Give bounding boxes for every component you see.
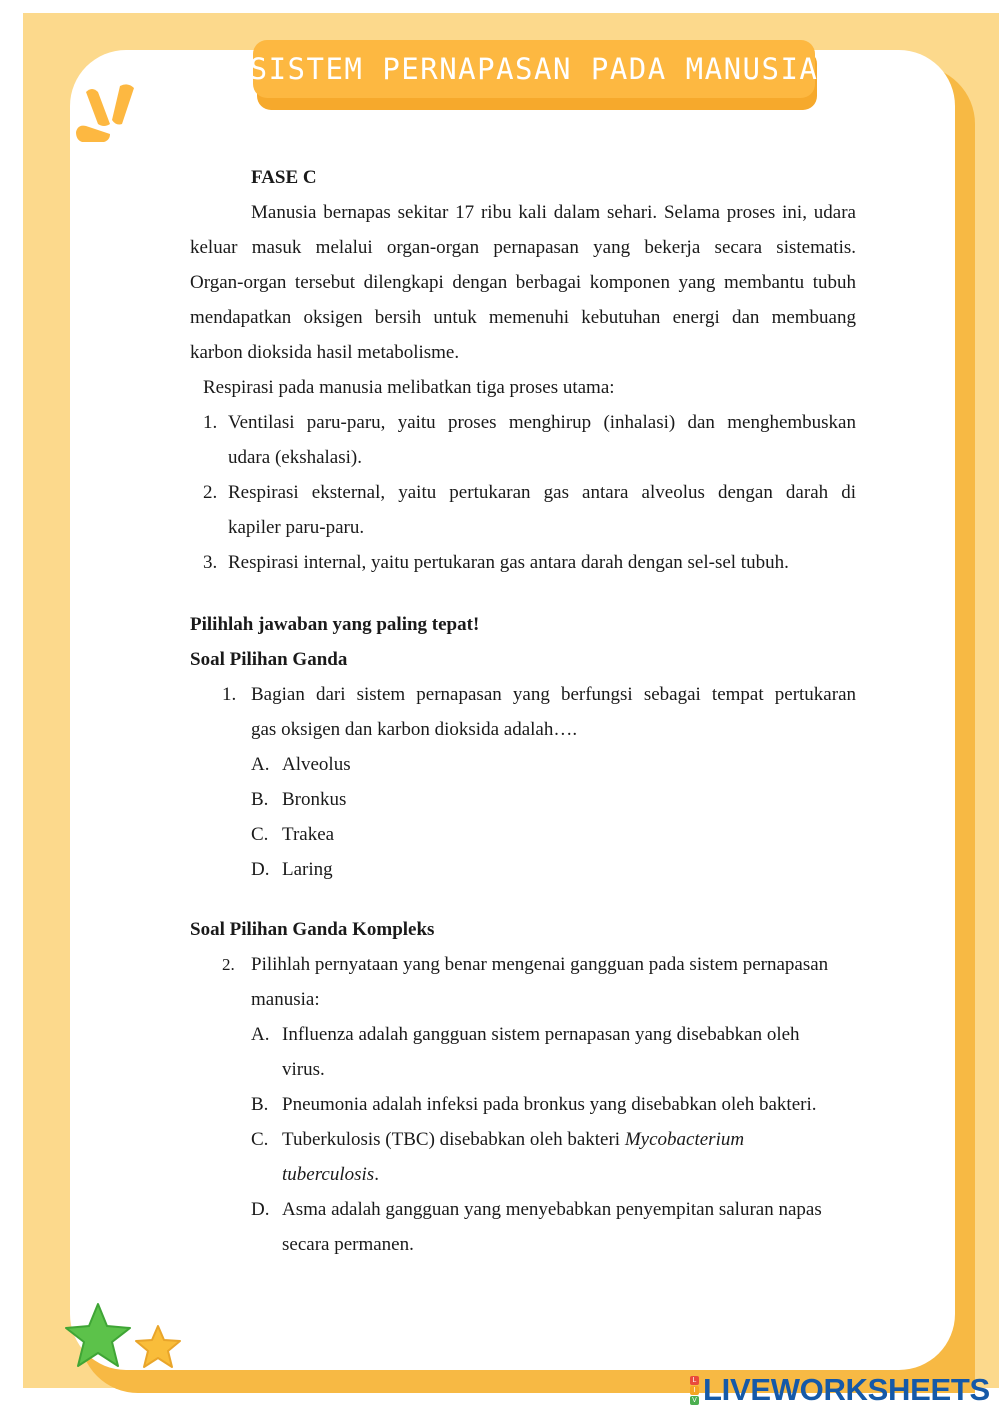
option-text-italic: Mycobacterium [624, 1129, 745, 1150]
process-text: Respirasi internal, yaitu pertukaran gas antara darah dengan sel-sel tubuh. [228, 552, 789, 573]
section-title-multiple-choice: Soal Pilihan Ganda [190, 649, 348, 670]
question-1 [190, 677, 856, 712]
logo-letter: I [690, 1386, 699, 1395]
option-letter: D. [251, 859, 270, 880]
answer-option-c[interactable] [190, 817, 856, 852]
sparkle-burst-icon [70, 80, 160, 150]
logo-letter: L [690, 1376, 699, 1385]
option-text-cont [190, 1157, 856, 1192]
process-number: 1. [203, 412, 218, 433]
question-text-cont: manusia: [251, 989, 320, 1010]
statement-option-a[interactable] [190, 1017, 856, 1052]
page-title: SISTEM PERNAPASAN PADA MANUSIA [253, 40, 815, 98]
question-number: 1. [222, 684, 237, 705]
intro-line: karbon dioksida hasil metabolisme. [190, 342, 460, 363]
answer-option-d[interactable] [190, 852, 856, 887]
logo-letter: V [690, 1396, 699, 1405]
process-number: 3. [203, 552, 218, 573]
process-text-cont: kapiler paru-paru. [228, 517, 365, 538]
stars-decoration-icon [60, 1300, 190, 1380]
answer-option-b[interactable] [190, 782, 856, 817]
option-text: Tuberkulosis (TBC) disebabkan oleh bakteri [282, 1129, 621, 1150]
process-text: Ventilasi paru-paru, yaitu proses menghirup (inhalasi) dan menghembuskan [228, 412, 856, 433]
option-letter: C. [251, 824, 269, 845]
liveworksheets-mark-icon [690, 1376, 699, 1405]
phase-heading: FASE C [251, 167, 317, 188]
option-text: Influenza adalah gangguan sistem pernapasan yang disebabkan oleh [282, 1024, 800, 1045]
question-text-cont: gas oksigen dan karbon dioksida adalah…. [251, 719, 578, 740]
process-item [190, 405, 856, 440]
statement-option-d[interactable] [190, 1192, 856, 1227]
option-letter: D. [251, 1199, 270, 1220]
option-text: Asma adalah gangguan yang menyebabkan penyempitan saluran napas [282, 1199, 822, 1220]
option-text: Bronkus [282, 789, 347, 810]
question-text: Bagian dari sistem pernapasan yang berfungsi sebagai tempat pertukaran [251, 684, 856, 705]
option-text: Pneumonia adalah infeksi pada bronkus yang disebabkan oleh bakteri. [282, 1094, 817, 1115]
statement-option-c[interactable] [190, 1122, 856, 1157]
answer-option-a[interactable] [190, 747, 856, 782]
option-letter: B. [251, 1094, 269, 1115]
process-text-cont: udara (ekshalasi). [228, 447, 362, 468]
intro-line: keluar masuk melalui organ-organ pernapasan yang bekerja secara sistematis. [190, 237, 856, 258]
process-number: 2. [203, 482, 218, 503]
process-item [190, 475, 856, 510]
worksheet-content [190, 160, 856, 1262]
section-title-complex: Soal Pilihan Ganda Kompleks [190, 919, 435, 940]
intro-line: Manusia bernapas sekitar 17 ribu kali dalam sehari. Selama proses ini, udara [251, 202, 856, 223]
option-text-italic: tuberculosis [282, 1164, 375, 1185]
option-letter: A. [251, 1024, 270, 1045]
question-text: Pilihlah pernyataan yang benar mengenai gangguan pada sistem pernapasan [251, 954, 829, 975]
option-text-cont: virus. [282, 1059, 325, 1080]
question-2 [190, 947, 856, 982]
intro-line: Organ-organ tersebut dilengkapi dengan berbagai komponen yang membantu tubuh [190, 272, 856, 293]
option-letter: A. [251, 754, 270, 775]
option-text-tail: . [374, 1164, 379, 1185]
option-letter: B. [251, 789, 269, 810]
option-text: Alveolus [282, 754, 351, 775]
intro-line: mendapatkan oksigen bersih untuk memenuhi kebutuhan energi dan membuang [190, 307, 856, 328]
instruction: Pilihlah jawaban yang paling tepat! [190, 614, 480, 635]
process-item [190, 545, 856, 580]
option-text-cont: secara permanen. [282, 1234, 414, 1255]
option-text: Trakea [282, 824, 335, 845]
option-text: Laring [282, 859, 333, 880]
option-letter: C. [251, 1129, 269, 1150]
process-text: Respirasi eksternal, yaitu pertukaran gas antara alveolus dengan darah di [228, 482, 856, 503]
respiration-intro: Respirasi pada manusia melibatkan tiga proses utama: [203, 377, 615, 398]
liveworksheets-logo[interactable] [690, 1370, 990, 1410]
statement-option-b[interactable] [190, 1087, 856, 1122]
question-number: 2. [222, 955, 235, 974]
brand-name: LIVEWORKSHEETS [703, 1372, 990, 1407]
